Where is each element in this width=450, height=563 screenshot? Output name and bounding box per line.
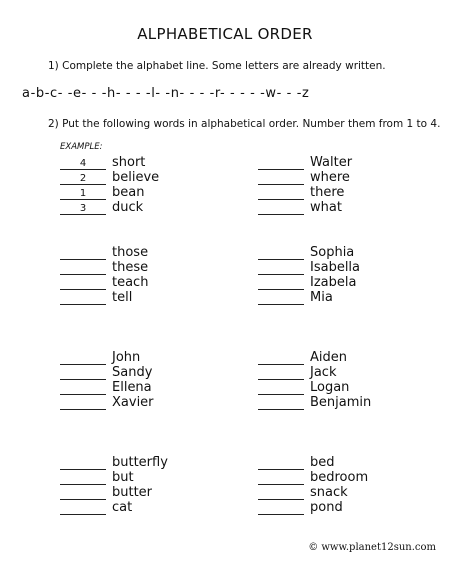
word-text: what bbox=[310, 200, 342, 215]
word-row bbox=[60, 350, 154, 365]
word-row bbox=[60, 290, 148, 305]
word-text: duck bbox=[112, 200, 144, 215]
word-row bbox=[258, 200, 352, 215]
answer-blank[interactable] bbox=[258, 457, 304, 470]
answer-blank[interactable] bbox=[60, 247, 106, 260]
answer-blank[interactable] bbox=[258, 367, 304, 380]
word-text: Xavier bbox=[112, 395, 154, 410]
answer-blank[interactable] bbox=[258, 382, 304, 395]
answer-blank[interactable] bbox=[60, 172, 106, 185]
word-group-6 bbox=[258, 350, 371, 410]
word-text: believe bbox=[112, 170, 160, 185]
answer-blank[interactable] bbox=[258, 502, 304, 515]
answer-blank[interactable] bbox=[258, 487, 304, 500]
word-row bbox=[258, 155, 352, 170]
answer-blank[interactable] bbox=[60, 397, 106, 410]
word-group-5 bbox=[60, 350, 154, 410]
word-row bbox=[60, 485, 168, 500]
word-row bbox=[258, 260, 360, 275]
word-row bbox=[258, 395, 371, 410]
word-group-7 bbox=[60, 455, 168, 515]
word-row bbox=[258, 170, 352, 185]
word-text: cat bbox=[112, 500, 133, 515]
word-text: short bbox=[112, 155, 146, 170]
page-title: ALPHABETICAL ORDER bbox=[137, 25, 313, 43]
word-group-2 bbox=[258, 155, 352, 215]
word-text: bed bbox=[310, 455, 335, 470]
answer-blank[interactable] bbox=[258, 172, 304, 185]
answer-blank[interactable] bbox=[60, 352, 106, 365]
word-row bbox=[60, 260, 148, 275]
word-text: snack bbox=[310, 485, 348, 500]
answer-blank[interactable] bbox=[258, 157, 304, 170]
answer-blank[interactable] bbox=[258, 277, 304, 290]
answer-blank[interactable] bbox=[60, 502, 106, 515]
word-row bbox=[60, 380, 154, 395]
word-text: Benjamin bbox=[310, 395, 372, 410]
word-row bbox=[60, 170, 159, 185]
word-row bbox=[60, 365, 154, 380]
word-text: butterfly bbox=[112, 455, 168, 470]
word-row bbox=[60, 500, 168, 515]
word-text: Walter bbox=[310, 155, 353, 170]
answer-number: 4 bbox=[79, 158, 87, 169]
answer-blank[interactable] bbox=[258, 247, 304, 260]
answer-blank[interactable] bbox=[258, 472, 304, 485]
answer-blank[interactable] bbox=[60, 262, 106, 275]
word-row bbox=[258, 380, 371, 395]
word-text: but bbox=[112, 470, 134, 485]
word-row bbox=[258, 470, 368, 485]
word-row bbox=[60, 245, 148, 260]
word-text: Izabela bbox=[310, 275, 357, 290]
answer-blank[interactable] bbox=[60, 202, 106, 215]
answer-blank[interactable] bbox=[258, 292, 304, 305]
word-row bbox=[258, 185, 352, 200]
answer-blank[interactable] bbox=[60, 157, 106, 170]
word-row bbox=[60, 200, 159, 215]
word-text: those bbox=[112, 245, 149, 260]
word-text: butter bbox=[112, 485, 153, 500]
word-text: teach bbox=[112, 275, 149, 290]
word-row bbox=[258, 245, 360, 260]
answer-number: 3 bbox=[79, 203, 87, 214]
word-text: Logan bbox=[310, 380, 350, 395]
word-row bbox=[258, 365, 371, 380]
answer-blank[interactable] bbox=[258, 187, 304, 200]
answer-blank[interactable] bbox=[60, 472, 106, 485]
answer-blank[interactable] bbox=[258, 397, 304, 410]
word-row bbox=[60, 455, 168, 470]
word-text: Mia bbox=[310, 290, 333, 305]
answer-blank[interactable] bbox=[258, 352, 304, 365]
word-row bbox=[258, 290, 360, 305]
alphabet-line: a-b-c- -e- - -h- - - -l- -n- - - -r- - - - -w- - -z bbox=[22, 86, 310, 101]
word-group-4 bbox=[258, 245, 360, 305]
word-row bbox=[60, 155, 159, 170]
word-group-3 bbox=[60, 245, 148, 305]
word-text: Aiden bbox=[310, 350, 347, 365]
word-text: Ellena bbox=[112, 380, 152, 395]
word-row bbox=[60, 470, 168, 485]
answer-number: 2 bbox=[79, 173, 87, 184]
answer-blank[interactable] bbox=[60, 277, 106, 290]
word-group-8 bbox=[258, 455, 368, 515]
answer-blank[interactable] bbox=[258, 202, 304, 215]
footer-credit: © www.planet12sun.com bbox=[308, 542, 436, 553]
word-text: these bbox=[112, 260, 149, 275]
answer-blank[interactable] bbox=[258, 262, 304, 275]
answer-blank[interactable] bbox=[60, 292, 106, 305]
word-text: pond bbox=[310, 500, 343, 515]
word-row bbox=[258, 500, 368, 515]
answer-blank[interactable] bbox=[60, 367, 106, 380]
word-text: Sophia bbox=[310, 245, 355, 260]
word-text: where bbox=[310, 170, 350, 185]
word-row bbox=[60, 395, 154, 410]
answer-blank[interactable] bbox=[60, 487, 106, 500]
answer-blank[interactable] bbox=[60, 187, 106, 200]
instruction-2: 2) Put the following words in alphabetical order. Number them from 1 to 4. bbox=[48, 118, 441, 130]
word-text: John bbox=[112, 350, 141, 365]
word-text: Sandy bbox=[112, 365, 153, 380]
word-text: bean bbox=[112, 185, 145, 200]
word-group-1 bbox=[60, 155, 159, 215]
answer-blank[interactable] bbox=[60, 457, 106, 470]
word-text: Isabella bbox=[310, 260, 361, 275]
word-row bbox=[258, 485, 368, 500]
word-row bbox=[60, 275, 148, 290]
instruction-1: 1) Complete the alphabet line. Some letters are already written. bbox=[48, 60, 386, 72]
word-text: tell bbox=[112, 290, 133, 305]
word-text: Jack bbox=[310, 365, 337, 380]
word-row bbox=[258, 455, 368, 470]
word-text: there bbox=[310, 185, 345, 200]
word-row bbox=[258, 275, 360, 290]
word-row bbox=[258, 350, 371, 365]
answer-number: 1 bbox=[79, 188, 87, 199]
answer-blank[interactable] bbox=[60, 382, 106, 395]
word-text: bedroom bbox=[310, 470, 369, 485]
word-row bbox=[60, 185, 159, 200]
example-label: EXAMPLE: bbox=[60, 142, 103, 152]
